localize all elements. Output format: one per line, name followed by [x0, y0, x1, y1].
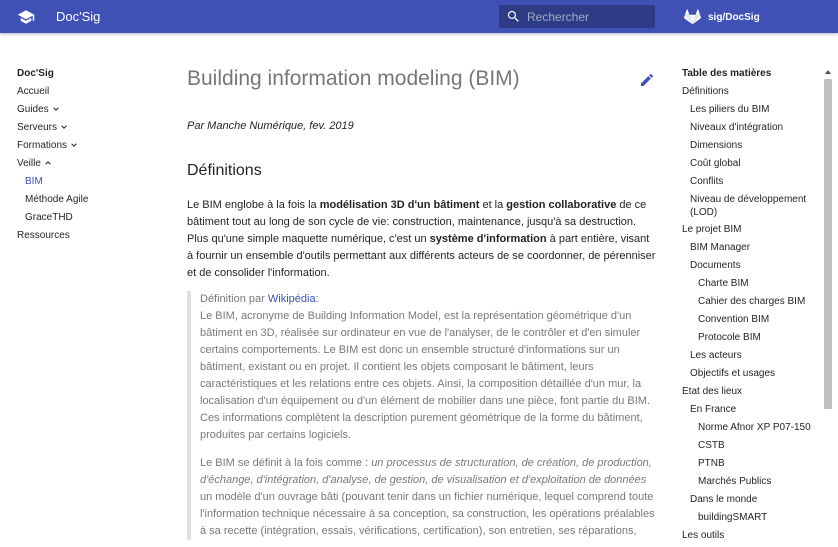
toc-item[interactable]: Les outils: [682, 530, 725, 541]
section-heading-definitions: Définitions: [187, 162, 262, 179]
toc-item[interactable]: Marchés Publics: [698, 476, 772, 487]
quote-paragraph-1: Définition par Wikipédia: Le BIM, acronyme de Building Information Model, est la représentation géométrique d'un bâtiment en 3D, réalisée sur ordinateur en vue de l'analyser, de le contrôler et d'en simuler certains comportements. Le BIM est donc un ensemble structuré d'informations sur un bâtiment, existant ou en projet. Il contient les objets composant le bâtiment, leurs caractéristiques et les relations entre ces objets. Ainsi, la composition détaillée d'un mur, la localisation d'un équipement ou d'un élément de mobilier dans une pièce, font partie du BIM. Ces informations complètent la description purement géométrique de la forme du bâtiment, produites par certains logiciels.: [200, 293, 650, 441]
edit-icon[interactable]: [639, 72, 655, 88]
nav-title: Doc'Sig: [17, 68, 54, 79]
nav-item-label: Méthode Agile: [25, 194, 89, 205]
toc-item[interactable]: PTNB: [698, 458, 725, 469]
toc-item[interactable]: Définitions: [682, 86, 729, 97]
toc-scrollbar[interactable]: [823, 67, 833, 539]
toc-item[interactable]: Objectifs et usages: [690, 368, 776, 379]
primary-nav: [17, 67, 157, 247]
chevron-down-icon: [60, 123, 68, 131]
nav-item-veille[interactable]: [17, 157, 157, 175]
toc-item[interactable]: Dans le monde: [690, 494, 758, 505]
chevron-up-icon: [44, 159, 52, 167]
search-input[interactable]: [527, 8, 651, 25]
table-of-contents: [682, 67, 817, 547]
top-header: [0, 0, 838, 33]
nav-item-label: Serveurs: [17, 122, 58, 133]
search-icon[interactable]: [506, 9, 521, 24]
nav-item-formations[interactable]: [17, 139, 157, 157]
nav-item-guides[interactable]: [17, 103, 157, 121]
gitlab-icon[interactable]: [684, 9, 701, 25]
nav-item-ressources[interactable]: [17, 229, 157, 247]
wikipedia-quote: [187, 291, 657, 540]
toc-item[interactable]: Dimensions: [690, 140, 743, 151]
toc-item[interactable]: Les acteurs: [690, 350, 742, 361]
repo-link[interactable]: [684, 8, 760, 26]
site-title[interactable]: Doc'Sig: [56, 9, 101, 24]
nav-item-label: Ressources: [17, 230, 70, 241]
toc-item[interactable]: En France: [690, 404, 737, 415]
toc-item[interactable]: Cahier des charges BIM: [698, 296, 806, 307]
toc-item[interactable]: Le projet BIM: [682, 224, 742, 235]
toc-item[interactable]: Convention BIM: [698, 314, 770, 325]
repo-name[interactable]: sig/DocSig: [708, 11, 760, 23]
nav-item-label: Guides: [17, 104, 49, 115]
nav-item-methode-agile[interactable]: [17, 193, 157, 211]
article-content: [187, 64, 657, 537]
quote-paragraph-2: Le BIM se définit à la fois comme : un processus de structuration, de création, de production, d'échange, d'intégration, d'analyse, de gestion, de visualisation et d'exploitation de données un modèle d'un ouvrage bâti (pouvant tenir dans un fichier numérique, lequel comprend toute l'information technique nécessaire à sa conception, sa construction, les opérations préalables à sa recette (intégration, essais, vérifications, certification), son entretien, ses réparations,: [200, 457, 655, 537]
nav-item-label: Formations: [17, 140, 68, 151]
chevron-down-icon: [70, 141, 78, 149]
toc-item[interactable]: Protocole BIM: [698, 332, 761, 343]
nav-item-accueil[interactable]: [17, 85, 157, 103]
school-icon[interactable]: [17, 8, 35, 26]
wikipedia-link[interactable]: Wikipédia: [267, 293, 316, 305]
search-box[interactable]: [499, 5, 655, 28]
toc-item[interactable]: Niveau de développement (LOD): [690, 194, 807, 218]
toc-item[interactable]: CSTB: [698, 440, 725, 451]
page-title: Building information modeling (BIM): [187, 67, 520, 90]
nav-item-label: GraceTHD: [25, 212, 73, 223]
article-byline: Par Manche Numérique, fev. 2019: [187, 120, 354, 132]
nav-item-label: Veille: [17, 158, 41, 169]
toc-item[interactable]: Conflits: [690, 176, 724, 187]
toc-item[interactable]: Les piliers du BIM: [690, 104, 770, 115]
nav-item-gracethd[interactable]: [17, 211, 157, 229]
toc-item[interactable]: Coût global: [690, 158, 741, 169]
toc-item[interactable]: Niveaux d'intégration: [690, 122, 784, 133]
toc-title: Table des matières: [682, 68, 772, 79]
toc-item[interactable]: Documents: [690, 260, 741, 271]
toc-item[interactable]: Etat des lieux: [682, 386, 743, 397]
scroll-up-arrow-icon[interactable]: [823, 67, 833, 77]
toc-item[interactable]: BIM Manager: [690, 242, 751, 253]
chevron-down-icon: [52, 105, 60, 113]
toc-item[interactable]: Charte BIM: [698, 278, 749, 289]
nav-item-label: BIM: [25, 176, 43, 187]
toc-item[interactable]: Norme Afnor XP P07-150: [698, 422, 811, 433]
intro-paragraph: Le BIM englobe à la fois la modélisation 3D d'un bâtiment et la gestion collaborative de ce bâtiment tout au long de son cycle de vie: construction, maintenance, jusqu'à sa destruction. Plus qu'une simple maquette numérique, c'est un système d'information à part entière, visant à fournir un ensemble d'outils permettant aux différents acteurs de se coordonner, de pérenniser et de consolider l'information.: [187, 199, 656, 279]
nav-item-serveurs[interactable]: [17, 121, 157, 139]
nav-item-bim[interactable]: [17, 175, 157, 193]
nav-item-label: Accueil: [17, 86, 50, 97]
scroll-thumb[interactable]: [824, 79, 832, 409]
toc-item[interactable]: buildingSMART: [698, 512, 768, 523]
